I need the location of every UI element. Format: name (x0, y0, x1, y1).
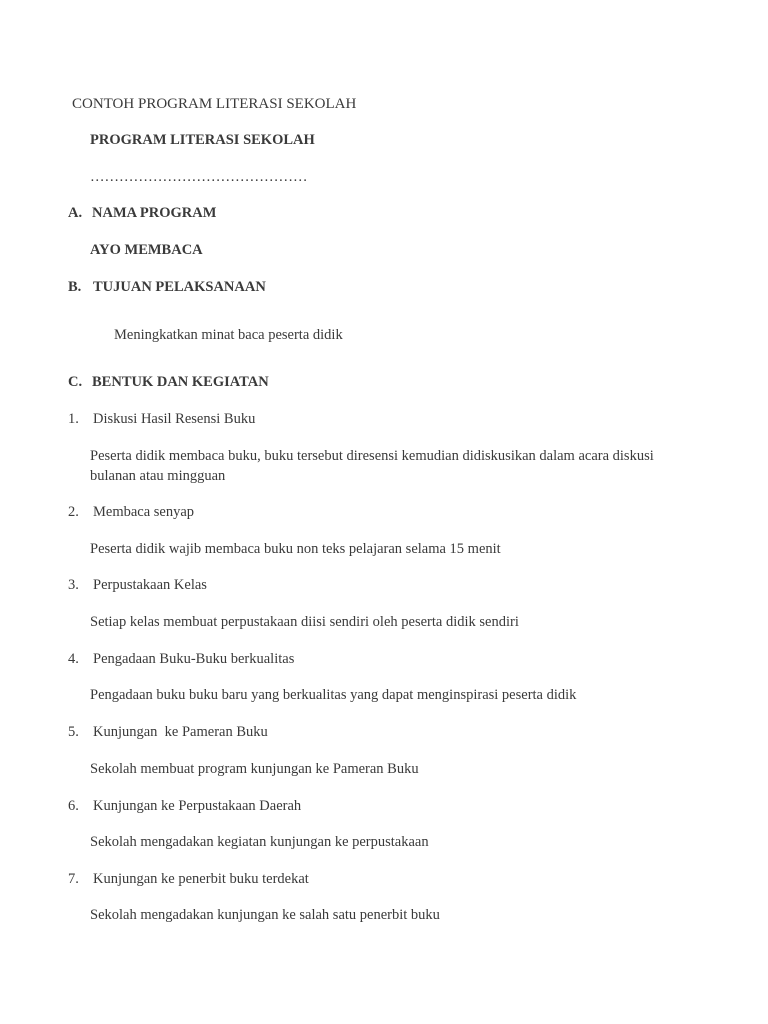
activity-4-title: Pengadaan Buku-Buku berkualitas (93, 651, 295, 667)
activity-1-number: 1. (68, 411, 79, 427)
activity-6-number: 6. (68, 798, 79, 814)
section-c-title: BENTUK DAN KEGIATAN (92, 374, 269, 390)
activity-2-title: Membaca senyap (93, 504, 195, 520)
section-a-title: NAMA PROGRAM (92, 205, 217, 221)
activity-7-number: 7. (68, 871, 79, 887)
activity-5-description: Sekolah membuat program kunjungan ke Pameran Buku (90, 761, 419, 777)
activity-4-description: Pengadaan buku buku baru yang berkualitas yang dapat menginspirasi peserta didik (90, 687, 577, 703)
activity-3-number: 3. (68, 577, 79, 593)
section-b-letter: B. (68, 279, 82, 295)
activity-6-title: Kunjungan ke Perpustakaan Daerah (93, 798, 302, 814)
activity-2-number: 2. (68, 504, 79, 520)
section-a-letter: A. (68, 205, 83, 221)
activity-3-description: Setiap kelas membuat perpustakaan diisi sendiri oleh peserta didik sendiri (90, 614, 519, 630)
activity-6-description: Sekolah mengadakan kegiatan kunjungan ke perpustakaan (90, 834, 429, 850)
activity-1-description: Peserta didik membaca buku, buku tersebut diresensi kemudian didiskusikan dalam acara diskusi bulanan atau mingguan (90, 448, 654, 485)
activity-1-title: Diskusi Hasil Resensi Buku (93, 411, 256, 427)
document-title: CONTOH PROGRAM LITERASI SEKOLAH (72, 96, 357, 112)
activity-7-title: Kunjungan ke penerbit buku terdekat (93, 871, 309, 887)
activity-2-description: Peserta didik wajib membaca buku non teks pelajaran selama 15 menit (90, 541, 501, 557)
activity-3-title: Perpustakaan Kelas (93, 577, 207, 593)
program-name: AYO MEMBACA (90, 242, 203, 258)
section-b-title: TUJUAN PELAKSANAAN (93, 279, 266, 295)
dotted-placeholder: ……………………………………… (90, 169, 308, 185)
activity-4-number: 4. (68, 651, 79, 667)
activity-5-number: 5. (68, 724, 79, 740)
section-c-letter: C. (68, 374, 83, 390)
activity-5-title: Kunjungan ke Pameran Buku (93, 724, 268, 740)
program-heading: PROGRAM LITERASI SEKOLAH (90, 132, 315, 148)
activity-7-description: Sekolah mengadakan kunjungan ke salah satu penerbit buku (90, 907, 440, 923)
program-goal: Meningkatkan minat baca peserta didik (114, 327, 343, 343)
